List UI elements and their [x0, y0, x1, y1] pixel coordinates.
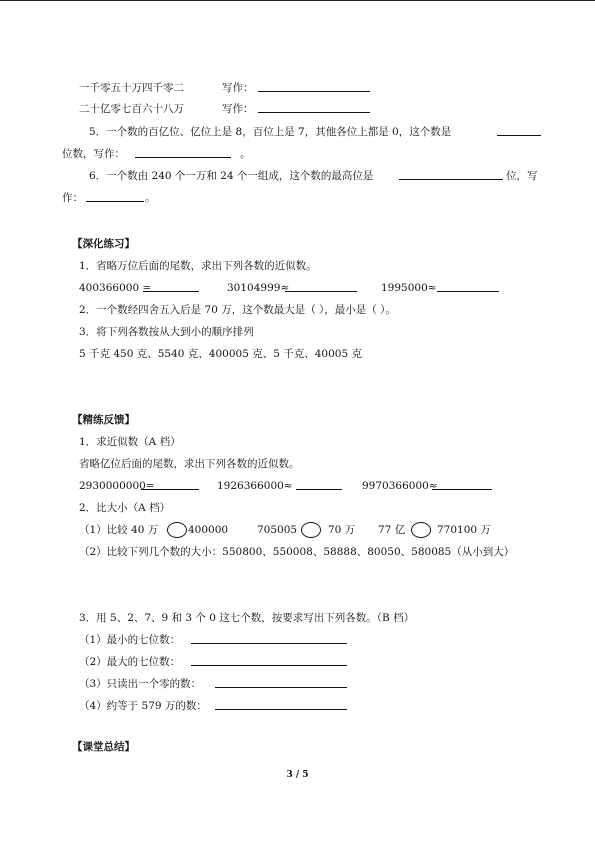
feedback-q2 [0, 500, 595, 516]
answer-blank[interactable] [191, 654, 347, 666]
feedback-q3-3 [0, 676, 595, 692]
section-heading: 【课堂总结】 [72, 741, 135, 753]
section-heading: 【精练反馈】 [72, 414, 135, 426]
page-top-border [0, 0, 595, 1]
answer-blank[interactable] [432, 478, 492, 490]
write-label-2: 写作： [222, 103, 254, 115]
question-6 [0, 168, 595, 184]
compare-value: 77 亿 [378, 524, 406, 536]
line-1 [0, 80, 595, 96]
question-5-text: 5．一个数的百亿位、亿位上是 8，百位上是 7，其他各位上都是 0，这个数是 [89, 126, 452, 138]
question-6-cont-text: 作： [62, 192, 83, 204]
deepen-q1 [0, 258, 595, 274]
sub-question: （4）约等于 579 万的数： [79, 700, 207, 712]
write-label-1: 写作： [222, 82, 254, 94]
compare-value: 770100 万 [437, 524, 491, 536]
feedback-q3 [0, 610, 595, 626]
number-item: 400366000 = [79, 282, 152, 294]
answer-blank[interactable] [143, 280, 199, 292]
compare-circle[interactable] [167, 522, 187, 538]
feedback-q1-items [0, 478, 595, 494]
feedback-q1-sub [0, 456, 595, 472]
feedback-q3-2 [0, 654, 595, 670]
deepen-q3-items [0, 346, 595, 362]
answer-blank[interactable] [437, 280, 499, 292]
answer-blank[interactable] [399, 168, 503, 180]
question-6-text-end: 位，写 [506, 170, 538, 182]
number-item: 1926366000≈ [217, 480, 293, 492]
feedback-q2-1 [0, 522, 595, 538]
sub-question: （2）最大的七位数： [79, 656, 181, 668]
answer-blank[interactable] [191, 632, 347, 644]
question-text: 1．求近似数（A 档） [79, 436, 181, 448]
answer-blank[interactable] [215, 698, 347, 710]
compare-circle[interactable] [411, 522, 431, 538]
page-number: 3 / 5 [286, 770, 309, 780]
weight-list: 5 千克 450 克、5540 克、400005 克、5 千克、40005 克 [79, 348, 362, 360]
question-5-cont [0, 146, 595, 162]
compare-value: 705005 [257, 524, 298, 536]
feedback-heading-row [0, 412, 595, 428]
answer-blank[interactable] [258, 80, 370, 92]
answer-blank[interactable] [296, 478, 342, 490]
question-text: （2）比较下列几个数的大小：550800、550008、58888、80050、580085（从小到大） [79, 546, 515, 558]
question-text: 3．将下列各数按从大到小的顺序排列 [79, 326, 254, 338]
number-item: 9970366000≈ [362, 480, 438, 492]
deepen-q1-items [0, 280, 595, 296]
feedback-q3-1 [0, 632, 595, 648]
question-5 [0, 124, 595, 140]
summary-heading-row [0, 739, 595, 755]
feedback-q2-2 [0, 544, 595, 560]
feedback-q1 [0, 434, 595, 450]
question-6-text: 6．一个数由 240 个一万和 24 个一组成，这个数的最高位是 [89, 170, 374, 182]
deepen-q3 [0, 324, 595, 340]
line-2 [0, 101, 595, 117]
compare-value: 70 万 [328, 524, 356, 536]
answer-blank[interactable] [497, 124, 541, 136]
question-text: 1．省略万位后面的尾数，求出下列各数的近似数。 [79, 260, 317, 272]
answer-blank[interactable] [258, 101, 370, 113]
number-item: 30104999≈ [227, 282, 290, 294]
question-text: 3．用 5、2、7、9 和 3 个 0 这七个数，按要求写出下列各数。（B 档） [79, 612, 415, 624]
deepen-q2 [0, 302, 595, 318]
question-5-cont-text: 位数，写作： [62, 148, 125, 160]
compare-label: （1）比较 40 万 [79, 524, 159, 536]
sub-question: （3）只读出一个零的数： [79, 678, 202, 690]
compare-value: 400000 [188, 524, 229, 536]
question-text: 省略亿位后面的尾数，求出下列各数的近似数。 [79, 458, 300, 470]
question-6-cont [0, 190, 595, 206]
answer-blank[interactable] [86, 190, 144, 202]
period: 。 [240, 148, 251, 160]
deepen-heading-row [0, 236, 595, 252]
section-heading: 【深化练习】 [72, 238, 135, 250]
compare-circle[interactable] [301, 522, 321, 538]
number-words-2: 二十亿零七百六十八万 [79, 103, 184, 115]
question-text: 2．一个数经四舍五入后是 70 万，这个数最大是（ ），最小是（ ）。 [79, 304, 396, 316]
period: 。 [145, 192, 156, 204]
number-item: 1995000≈ [381, 282, 437, 294]
number-words-1: 一千零五十万四千零二 [79, 82, 184, 94]
answer-blank[interactable] [141, 478, 199, 490]
answer-blank[interactable] [285, 280, 357, 292]
answer-blank[interactable] [215, 676, 347, 688]
number-item: 2930000000= [79, 480, 155, 492]
question-text: 2．比大小（A 档） [79, 502, 171, 514]
feedback-q3-4 [0, 698, 595, 714]
answer-blank[interactable] [135, 146, 231, 158]
sub-question: （1）最小的七位数： [79, 634, 181, 646]
